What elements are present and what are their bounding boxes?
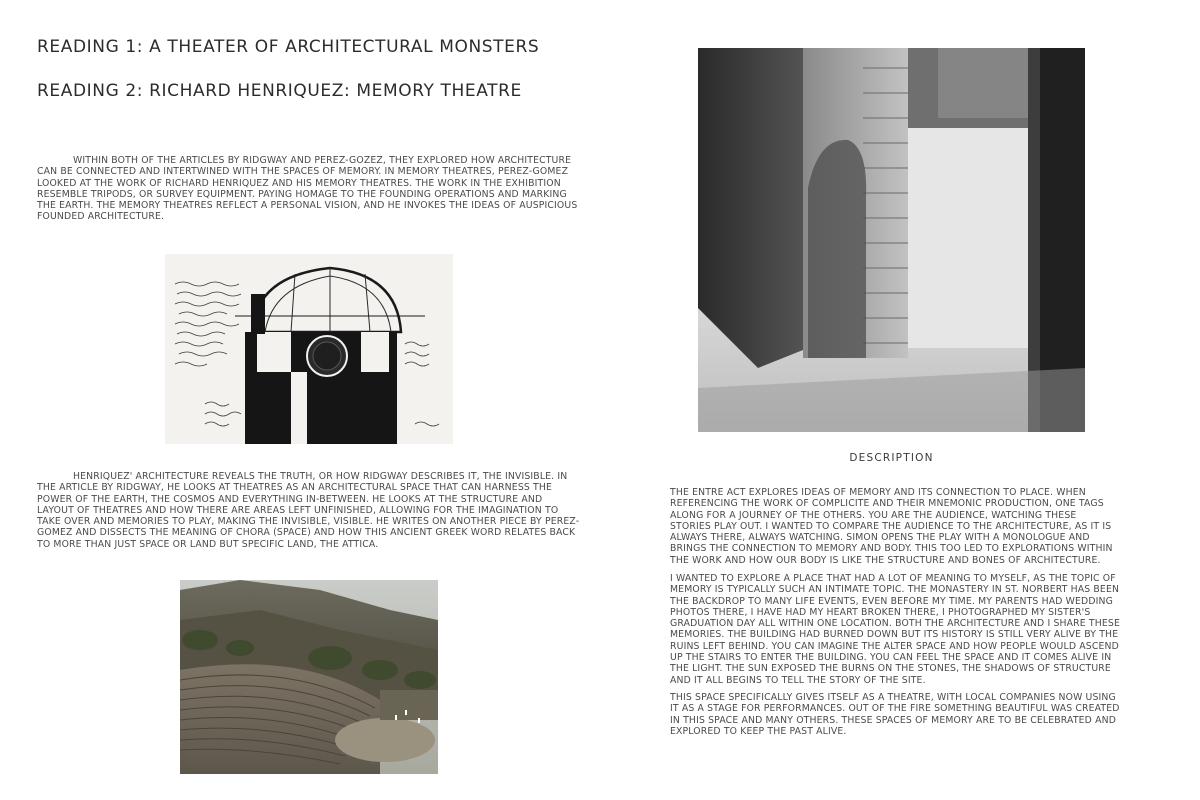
theatre-photo bbox=[180, 580, 438, 774]
monastery-ruins-image bbox=[698, 48, 1085, 432]
description-heading: DESCRIPTION bbox=[849, 452, 934, 464]
ancient-theatre-image bbox=[180, 580, 438, 774]
reading-1-title: READING 1: A THEATER OF ARCHITECTURAL MONSTERS bbox=[37, 37, 540, 57]
right-paragraph-2: I WANTED TO EXPLORE A PLACE THAT HAD A LOT OF MEANING TO MYSELF, AS THE TOPIC OF MEMORY IS TYPICALLY SUCH AN INTIMATE TOPIC. THE MONASTERY IN ST. NORBERT HAS BEEN THE BACKDROP TO MANY LIFE EVENTS, EVEN BEFORE MY TIME. MY PARENTS HAD WEDDING PHOTOS THERE, I HAVE HAD MY HEART BROKEN THERE, I PHOTOGRAPHED MY SISTER'S GRADUATION DAY ALL WITHIN ONE LOCATION. BOTH THE ARCHITECTURE AND I SHARE THESE MEMORIES. THE BUILDING HAD BURNED DOWN BUT ITS HISTORY IS STILL VERY ALIVE BY THE RUINS LEFT BEHIND. YOU CAN IMAGINE THE ALTER SPACE AND HOW PEOPLE WOULD ASCEND UP THE STAIRS TO ENTER THE BUILDING. YOU CAN FEEL THE SPACE AND IT COMES ALIVE IN THE LIGHT. THE SUN EXPOSED THE BURNS ON THE STONES, THE SHADOWS OF STRUCTURE AND IT ALL BEGINS TO TELL THE STORY OF THE SITE. bbox=[670, 573, 1120, 686]
memory-theatre-sketch-image bbox=[165, 254, 453, 444]
left-paragraph-2: HENRIQUEZ' ARCHITECTURE REVEALS THE TRUTH, OR HOW RIDGWAY DESCRIBES IT, THE INVISIBLE. IN THE ARTICLE BY RIDGWAY, HE LOOKS AT THEATRES AS AN ARCHITECTURAL SPACE THAT CAN HARNESS THE POWER OF THE EARTH, THE COSMOS AND EVERYTHING IN-BETWEEN. HE LOOKS AT THE STRUCTURE AND LAYOUT OF THEATRES AND HOW THERE ARE AREAS LEFT UNFINISHED, ALLOWING FOR THE IMAGINATION TO TAKE OVER AND MEMORIES TO PLAY, MAKING THE INVISIBLE, VISIBLE. HE WRITES ON ANOTHER PIECE BY PEREZ-GOMEZ AND DISSECTS THE MEANING OF CHORA (SPACE) AND HOW THIS ANCIENT GREEK WORD RELATES BACK TO MORE THAN JUST SPACE OR LAND BUT SPECIFIC LAND, THE ATTICA. bbox=[37, 471, 580, 550]
left-paragraph-1: WITHIN BOTH OF THE ARTICLES BY RIDGWAY AND PEREZ-GOZEZ, THEY EXPLORED HOW ARCHITECTURE CAN BE CONNECTED AND INTERTWINED WITH THE SPACES OF MEMORY. IN MEMORY THEATRES, PEREZ-GOMEZ LOOKED AT THE WORK OF RICHARD HENRIQUEZ AND HIS MEMORY THEATRES. THE WORK IN THE EXHIBITION RESEMBLE TRIPODS, OR SURVEY EQUIPMENT. PAYING HOMAGE TO THE FOUNDING OPERATIONS AND MARKING THE EARTH. THE MEMORY THEATRES REFLECT A PERSONAL VISION, AND HE INVOKES THE IDEAS OF AUSPICIOUS FOUNDED ARCHITECTURE. bbox=[37, 155, 578, 223]
reading-2-title: READING 2: RICHARD HENRIQUEZ: MEMORY THEATRE bbox=[37, 81, 522, 101]
ruins-photo bbox=[698, 48, 1085, 432]
sketch-drawing bbox=[165, 254, 453, 444]
right-paragraph-1: THE ENTRE ACT EXPLORES IDEAS OF MEMORY AND ITS CONNECTION TO PLACE. WHEN REFERENCING THE WORK OF COMPLICITE AND THEIR MNEMONIC PRODUCTION, ONE TAGS ALONG FOR A JOURNEY OF THE OTHERS. YOU ARE THE AUDIENCE, WATCHING THESE STORIES PLAY OUT. I WANTED TO COMPARE THE AUDIENCE TO THE ARCHITECTURE, AS IT IS ALWAYS THERE, ALWAYS WATCHING. SIMON OPENS THE PLAY WITH A MONOLOGUE AND BRINGS THE CONNECTION TO MEMORY AND BODY. THIS TOO LED TO EXPLORATIONS WITHIN THE WORK AND HOW OUR BODY IS LIKE THE STRUCTURE AND BONES OF ARCHITECTURE. bbox=[670, 487, 1113, 566]
right-paragraph-3: THIS SPACE SPECIFICALLY GIVES ITSELF AS A THEATRE, WITH LOCAL COMPANIES NOW USING IT AS A STAGE FOR PERFORMANCES. OUT OF THE FIRE SOMETHING BEAUTIFUL WAS CREATED IN THIS SPACE AND MANY OTHERS. THESE SPACES OF MEMORY ARE TO BE CELEBRATED AND EXPLORED TO KEEP THE PAST ALIVE. bbox=[670, 692, 1120, 737]
